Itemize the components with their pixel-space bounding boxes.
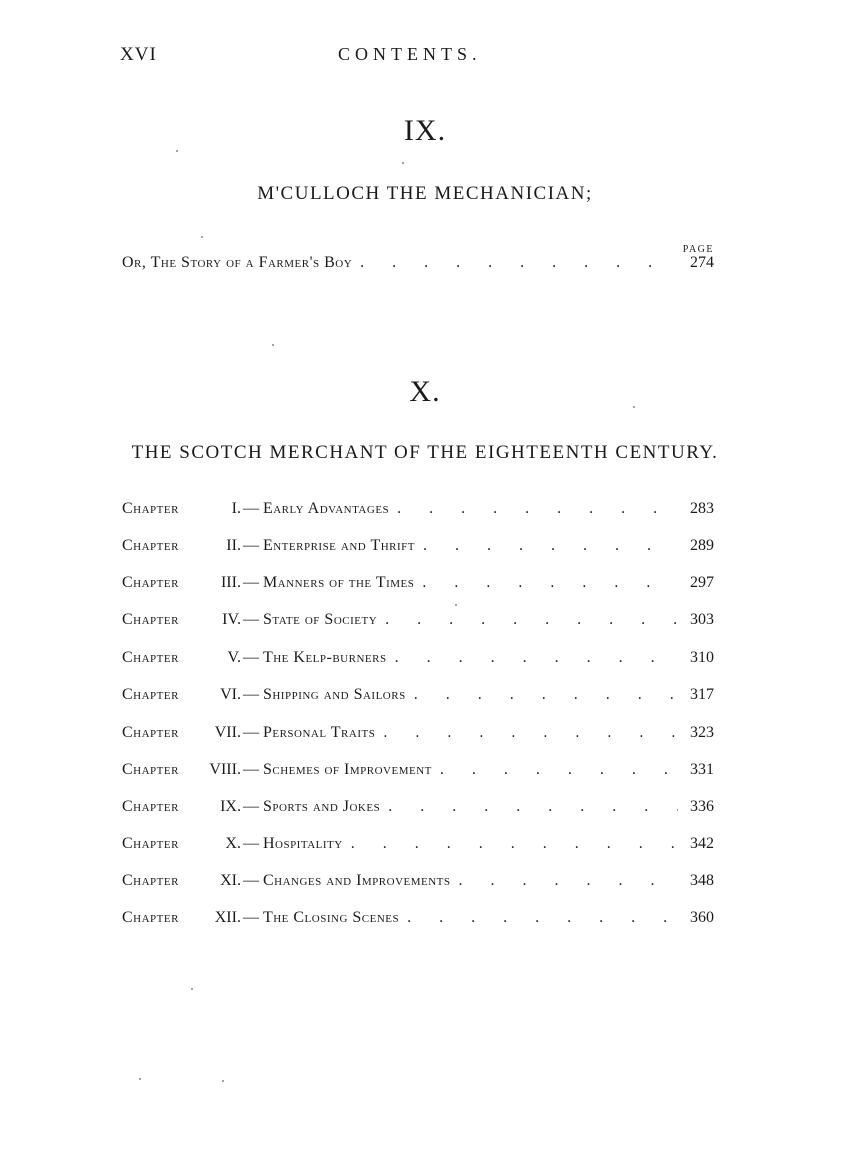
chapter-number: III.	[220, 574, 241, 591]
dash-separator: —	[242, 724, 259, 741]
chapter-title: Shipping and Sailors	[262, 686, 406, 703]
chapter-page: 342	[690, 835, 714, 852]
part-x-numeral: X.	[409, 375, 441, 408]
chapter-page: 297	[690, 574, 714, 591]
chapter-page: 310	[690, 649, 714, 666]
dot-leader	[395, 649, 678, 667]
dash-separator: —	[242, 798, 259, 815]
chapter-title: Sports and Jokes	[262, 798, 381, 815]
dash-separator: —	[242, 574, 259, 591]
dot-leader	[351, 835, 678, 853]
chapter-page: 303	[690, 611, 714, 628]
chapter-label: Chapter	[122, 500, 179, 517]
chapter-number: VIII.	[209, 761, 241, 778]
dash-separator: —	[242, 500, 259, 517]
dot-leader	[459, 872, 678, 890]
chapter-label: Chapter	[122, 611, 179, 628]
chapter-title: The Closing Scenes	[262, 909, 400, 926]
dash-separator: —	[242, 611, 259, 628]
chapter-number: VII.	[214, 724, 241, 741]
chapter-title: Hospitality	[262, 835, 343, 852]
chapter-title: Early Advantages	[262, 500, 390, 517]
chapter-page: 283	[690, 500, 714, 517]
chapter-label: Chapter	[122, 537, 179, 554]
dot-leader	[383, 724, 678, 742]
chapter-entry	[122, 611, 714, 635]
dot-leader	[397, 500, 678, 518]
chapter-title: Manners of the Times	[262, 574, 415, 591]
chapter-number: II.	[226, 537, 241, 554]
entry-title: Or, The Story of a Farmer's Boy	[122, 254, 353, 271]
dot-leader	[388, 798, 678, 816]
running-head	[120, 44, 730, 74]
chapter-entry	[122, 835, 714, 859]
dash-separator: —	[242, 537, 259, 554]
part-ix-title: M'CULLOCH THE MECHANICIAN;	[257, 183, 593, 204]
chapter-entry	[122, 649, 714, 673]
scan-speck	[139, 1078, 141, 1080]
scan-speck	[222, 1080, 224, 1082]
chapter-number: IX.	[220, 798, 241, 815]
chapter-entry	[122, 909, 714, 933]
chapter-label: Chapter	[122, 798, 179, 815]
chapter-number: I.	[231, 500, 241, 517]
dot-leader	[360, 254, 678, 272]
dot-leader	[407, 909, 678, 927]
chapter-label: Chapter	[122, 909, 179, 926]
chapter-title: Schemes of Improvement	[262, 761, 432, 778]
scan-speck	[176, 150, 178, 152]
chapter-page: 317	[690, 686, 714, 703]
dot-leader	[422, 574, 678, 592]
chapter-page: 348	[690, 872, 714, 889]
chapter-number: X.	[225, 835, 241, 852]
chapter-title: Enterprise and Thrift	[262, 537, 415, 554]
dash-separator: —	[242, 761, 259, 778]
page-folio: XVI	[120, 44, 157, 65]
chapter-title: Personal Traits	[262, 724, 376, 741]
running-title: CONTENTS.	[338, 44, 482, 64]
chapter-number: IV.	[222, 611, 241, 628]
dash-separator: —	[242, 909, 259, 926]
page-column-label: PAGE	[682, 244, 714, 255]
chapter-page: 323	[690, 724, 714, 741]
part-ix-entry	[122, 254, 714, 278]
chapter-entry	[122, 500, 714, 524]
chapter-page: 289	[690, 537, 714, 554]
chapter-number: XII.	[214, 909, 241, 926]
scan-speck	[272, 344, 274, 346]
chapter-label: Chapter	[122, 872, 179, 889]
dot-leader	[440, 761, 678, 779]
scan-speck	[191, 988, 193, 990]
chapter-label: Chapter	[122, 761, 179, 778]
part-x-title: THE SCOTCH MERCHANT OF THE EIGHTEENTH CENTURY.	[131, 442, 719, 463]
chapter-page: 360	[690, 909, 714, 926]
dash-separator: —	[242, 835, 259, 852]
dot-leader	[423, 537, 678, 555]
chapter-page: 336	[690, 798, 714, 815]
dot-leader	[385, 611, 678, 629]
scan-speck	[455, 604, 457, 606]
dash-separator: —	[242, 872, 259, 889]
chapter-entry	[122, 872, 714, 896]
chapter-entry	[122, 761, 714, 785]
scan-speck	[402, 162, 404, 164]
chapter-entry	[122, 537, 714, 561]
chapter-number: XI.	[220, 872, 241, 889]
entry-page: 274	[690, 254, 714, 271]
chapter-number: VI.	[220, 686, 241, 703]
chapter-label: Chapter	[122, 835, 179, 852]
chapter-entry	[122, 574, 714, 598]
chapter-title: The Kelp-burners	[262, 649, 387, 666]
dash-separator: —	[242, 649, 259, 666]
chapter-label: Chapter	[122, 686, 179, 703]
chapter-label: Chapter	[122, 724, 179, 741]
dash-separator: —	[242, 686, 259, 703]
dot-leader	[414, 686, 678, 704]
part-ix-numeral: IX.	[403, 114, 447, 147]
chapter-title: State of Society	[262, 611, 378, 628]
chapter-entry	[122, 686, 714, 710]
chapter-title: Changes and Improvements	[262, 872, 451, 889]
chapter-label: Chapter	[122, 574, 179, 591]
chapter-entry	[122, 798, 714, 822]
scan-speck	[201, 236, 203, 238]
chapter-label: Chapter	[122, 649, 179, 666]
chapter-entry	[122, 724, 714, 748]
chapter-page: 331	[690, 761, 714, 778]
scan-speck	[633, 406, 635, 408]
chapter-number: V.	[227, 649, 241, 666]
